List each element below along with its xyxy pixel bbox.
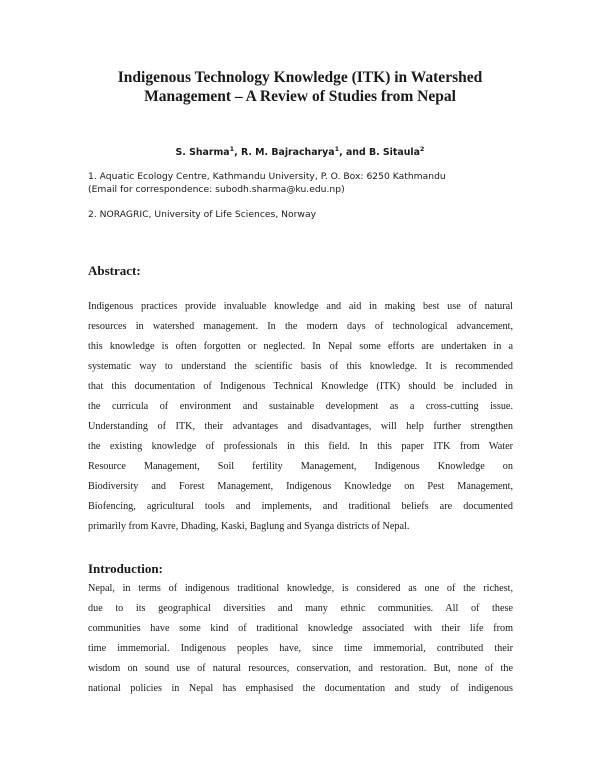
affiliation-line: 2. NORAGRIC, University of Life Sciences, Norway [88, 209, 317, 220]
introduction-line: due to its geographical diversities and many ethnic communities. All of these [88, 603, 513, 614]
abstract-line: resources in watershed management. In the modern days of technological advancement, [88, 321, 513, 332]
abstract-line: the existing knowledge of professionals in this field. In this paper ITK from Water [88, 441, 513, 452]
title-line-1: Indigenous Technology Knowledge (ITK) in Watershed [117, 69, 483, 86]
abstract-line: Biofencing, agricultural tools and implements, and traditional beliefs are documented [88, 501, 513, 512]
introduction-line: time immemorial. Indigenous peoples have, since time immemorial, contributed their [88, 643, 513, 654]
abstract-line: this knowledge is often forgotten or neglected. In Nepal some efforts are undertaken in a [88, 341, 513, 352]
author-affiliation-mark: 1 [334, 145, 340, 153]
introduction-line: national policies in Nepal has emphasised the documentation and study of indigenous [88, 683, 513, 694]
author-separator: , and [339, 147, 369, 158]
author-separator: , [234, 147, 241, 158]
affiliation-1 [88, 171, 446, 196]
title-line-2: Management – A Review of Studies from Nepal [144, 88, 456, 105]
abstract-line: Indigenous practices provide invaluable knowledge and aid in making best use of natural [88, 301, 513, 312]
abstract-line: Understanding of ITK, their advantages and disadvantages, will help further strengthen [88, 421, 513, 432]
introduction-line: Nepal, in terms of indigenous traditional knowledge, is considered as one of the richest, [88, 583, 513, 594]
abstract-line: that this documentation of Indigenous Technical Knowledge (ITK) should be included in [88, 381, 513, 392]
affiliation-2 [88, 209, 316, 222]
abstract-line: the curricula of environment and sustainable development as a cross-cutting issue. [88, 401, 513, 412]
author-name: S. Sharma [175, 147, 230, 158]
introduction-line: communities have some kind of traditional knowledge associated with their life from [88, 623, 513, 634]
paper-title [60, 68, 540, 106]
abstract-line: primarily from Kavre, Dhading, Kaski, Baglung and Syanga districts of Nepal. [88, 521, 410, 532]
author-list [60, 146, 540, 160]
affiliation-line: 1. Aquatic Ecology Centre, Kathmandu University, P. O. Box: 6250 Kathmandu [88, 171, 446, 182]
abstract-heading: Abstract: [88, 263, 141, 278]
author-name: R. M. Bajracharya [240, 147, 335, 158]
introduction-text [88, 579, 513, 699]
author-affiliation-mark: 1 [229, 145, 235, 153]
introduction-line: wisdom on sound use of natural resources, conservation, and restoration. But, none of the [88, 663, 513, 674]
abstract-line: Biodiversity and Forest Management, Indigenous Knowledge on Pest Management, [88, 481, 513, 492]
author-affiliation-mark: 2 [419, 145, 425, 153]
author-name: B. Sitaula [368, 147, 420, 158]
abstract-line: Resource Management, Soil fertility Management, Indigenous Knowledge on [88, 461, 513, 472]
affiliation-email-line: (Email for correspondence: subodh.sharma@ku.edu.np) [88, 183, 345, 195]
abstract-text [88, 297, 513, 537]
introduction-heading: Introduction: [88, 561, 163, 576]
abstract-line: systematic way to understand the scientific basis of this knowledge. It is recommended [88, 361, 513, 372]
